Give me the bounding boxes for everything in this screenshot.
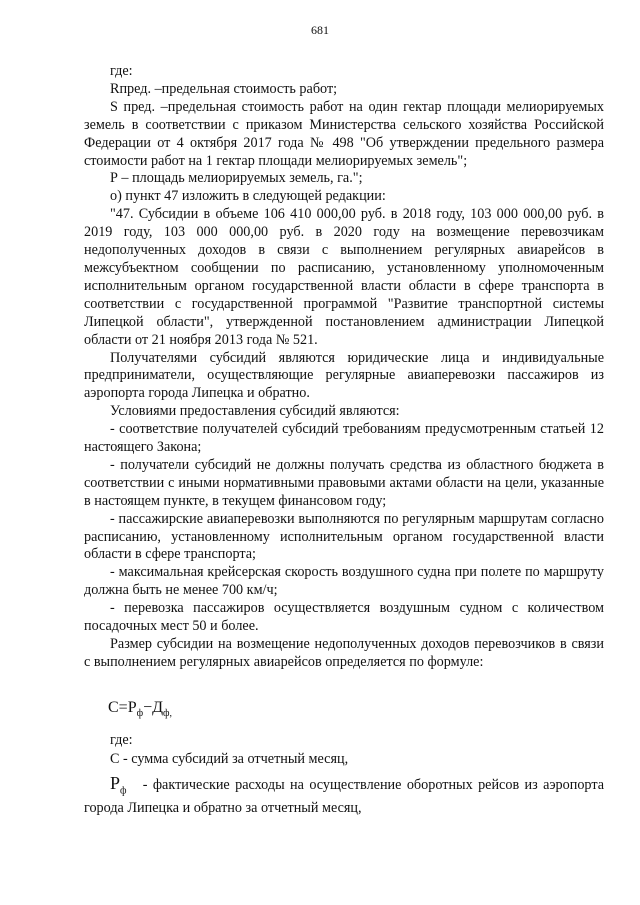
list-item-condition-2: - получатели субсидий не должны получать средства из областного бюджета в соответствии с иными нормативными правовыми актами области на цели, указанные в настоящем пункте, в текущем финансовом году; (84, 456, 604, 509)
rf-symbol-base: Р (110, 772, 121, 793)
paragraph-s-pred: S пред. –предельная стоимость работ на один гектар площади мелиорируемых земель в соответствии с приказом Министерства сельского хозяйства Российской Федерации от 4 октября 2017 года № 498 "Об утверждении предельного размера стоимости работ на 1 гектар площади мелиорируемых земель"; (84, 98, 604, 169)
formula-minus: − (143, 698, 153, 716)
paragraph-subsidy-size: Размер субсидии на возмещение недополученных доходов перевозчиков в связи с выполнением регулярных авиарейсов определяется по формуле: (84, 636, 604, 670)
paragraph-point-47-intro: о) пункт 47 изложить в следующей редакции: (110, 188, 386, 205)
paragraph-conditions-heading: Условиями предоставления субсидий являются: (110, 403, 400, 420)
paragraph-where-1: где: (110, 63, 133, 79)
page-number: 681 (311, 23, 329, 37)
rf-definition-text: - фактические расходы на осуществление оборотных рейсов из аэропорта города Липецка и обратно за отчетный месяц, (84, 776, 605, 817)
paragraph-rf-definition (84, 772, 605, 818)
paragraph-recipients: Получателями субсидий являются юридические лица и индивидуальные предприниматели, осуществляющие регулярные авиаперевозки пассажиров из аэропорта города Липецка и обратно. (84, 349, 604, 402)
paragraph-r-pred: Rпред. –предельная стоимость работ; (110, 80, 338, 97)
paragraph-point-47: "47. Субсидии в объеме 106 410 000,00 руб. в 2018 году, 103 000 000,00 руб. в 2019 году, 103 000 000,00 руб. в 2020 году на возмещение перевозчикам недополученных доходов в связи с выполнением регулярных авиарейсов в межсубъектном сообщении по расписанию, установленному уполномоченным исполнительным органом государственной власти области в сфере транспорта в соответствии с государственной программой "Развитие транспортной системы Липецкой области", утвержденной постановлением администрации Липецкой области от 21 ноября 2013 года № 521. (84, 206, 604, 348)
list-item-condition-4: - максимальная крейсерская скорость воздушного судна при полете по маршруту должна быть не менее 700 км/ч; (84, 564, 604, 599)
list-item-condition-1: - соответствие получателей субсидий требованиям предусмотренным статьей 12 настоящего Закона; (84, 421, 604, 456)
paragraph-p-area: Р – площадь мелиорируемых земель, га."; (110, 170, 363, 187)
document-body (84, 63, 604, 818)
formula-term2: Д (152, 698, 164, 716)
formula-trail: , (169, 708, 173, 719)
formula-lhs: С (108, 698, 119, 716)
paragraph-where-2: где: (110, 731, 133, 748)
rf-symbol-sub: ф (120, 785, 127, 797)
paragraph-c-definition: С - сумма субсидий за отчетный месяц, (110, 750, 349, 767)
list-item-condition-5: - перевозка пассажиров осуществляется воздушным судном с количеством посадочных мест 50 и более. (84, 600, 604, 635)
rf-symbol (110, 772, 127, 797)
formula-equals: = (118, 698, 128, 716)
formula-term2-sub: ф (163, 708, 170, 719)
formula-term1: Р (127, 698, 137, 716)
formula-term1-sub: ф (136, 708, 144, 719)
list-item-condition-3: - пассажирские авиаперевозки выполняются по регулярным маршрутам согласно расписанию, установленному исполнительным органом государственной власти области в сфере транспорта; (84, 510, 604, 563)
formula (84, 698, 604, 722)
